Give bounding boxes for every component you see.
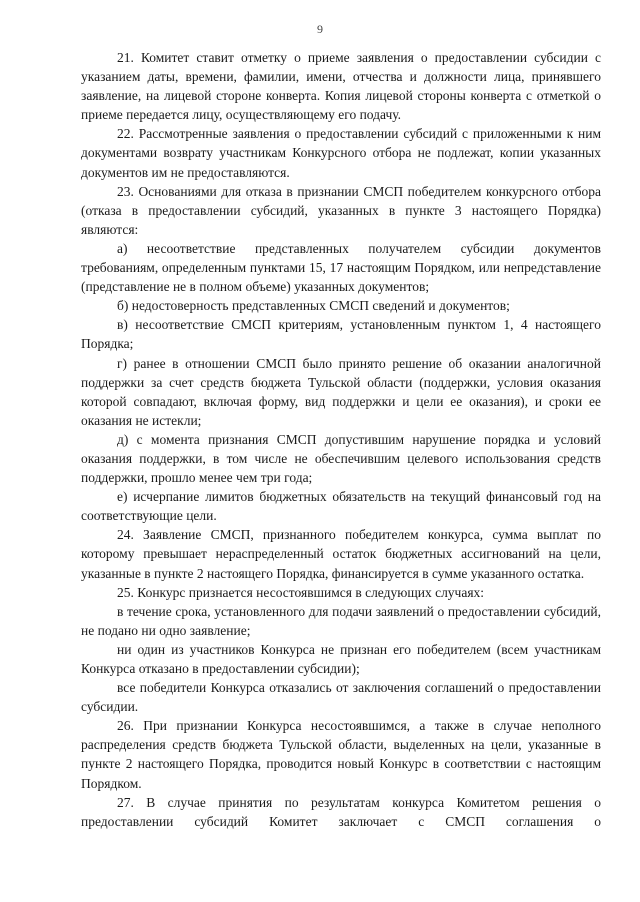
page-number: 9: [317, 22, 323, 36]
document-body: [81, 48, 601, 831]
paragraph-23-a: а) несоответствие представленных получателем субсидии документов требованиям, определенным пунктами 15, 17 настоящим Порядком, или непредставление (представление не в полном объеме) указанных документов;: [81, 240, 601, 295]
paragraph-23: 23. Основаниями для отказа в признании СМСП победителем конкурсного отбора (отказа в предоставлении субсидий, указанных в пункте 3 настоящего Порядка) являются:: [81, 183, 601, 237]
paragraph-26: 26. При признании Конкурса несостоявшимся, а также в случае неполного распределения средств бюджета Тульской области, выделенных на цели, указанные в пункте 2 настоящего Порядка, проводится новый Конкурс в соответствии с настоящим Порядком.: [81, 718, 601, 791]
paragraph-25-case-3: все победители Конкурса отказались от заключения соглашений о предоставлении субсидии.: [81, 680, 601, 715]
paragraph-25-case-2: ни один из участников Конкурса не признан его победителем (всем участникам Конкурса отказано в предоставлении субсидии);: [81, 641, 601, 676]
paragraph-23-e: е) исчерпание лимитов бюджетных обязательств на текущий финансовый год на соответствующие цели.: [81, 489, 601, 524]
paragraph-23-g: г) ранее в отношении СМСП было принято решение об оказании аналогичной поддержки за счет средств бюджета Тульской области (поддержки, условия оказания которой совпадают, включая форму, вид поддержки и цели ее оказания), и сроки ее оказания не истекли;: [81, 355, 601, 428]
paragraph-24: 24. Заявление СМСП, признанного победителем конкурса, сумма выплат по которому превышает нераспределенный остаток бюджетных ассигнований на цели, указанные в пункте 2 настоящего Порядка, финансируется в сумме указанного остатка.: [81, 527, 601, 581]
paragraph-23-d: д) с момента признания СМСП допустившим нарушение порядка и условий оказания поддержки, в том числе не обеспечившим целевого использования средств поддержки, прошло менее чем три года;: [81, 431, 601, 486]
paragraph-27: 27. В случае принятия по результатам конкурса Комитетом решения о предоставлении субсидий Комитет заключает с СМСП соглашения о: [81, 794, 601, 829]
paragraph-23-v: в) несоответствие СМСП критериям, установленным пунктом 1, 4 настоящего Порядка;: [81, 317, 601, 352]
paragraph-25: 25. Конкурс признается несостоявшимся в следующих случаях:: [117, 584, 485, 600]
paragraph-22: 22. Рассмотренные заявления о предоставлении субсидий с приложенными к ним документами возврату участникам Конкурсного отбора не подлежат, копии указанных документов им не предоставляются.: [81, 126, 601, 180]
paragraph-25-case-1: в течение срока, установленного для подачи заявлений о предоставлении субсидий, не подано ни одно заявление;: [81, 603, 601, 638]
paragraph-21: 21. Комитет ставит отметку о приеме заявления о предоставлении субсидии с указанием даты, времени, фамилии, имени, отчества и должности лица, принявшего заявление, на лицевой стороне конверта. Копия лицевой стороны конверта с отметкой о приеме передается лицу, осуществляющему его подачу.: [81, 50, 601, 123]
paragraph-23-b: б) недостоверность представленных СМСП сведений и документов;: [117, 298, 510, 314]
